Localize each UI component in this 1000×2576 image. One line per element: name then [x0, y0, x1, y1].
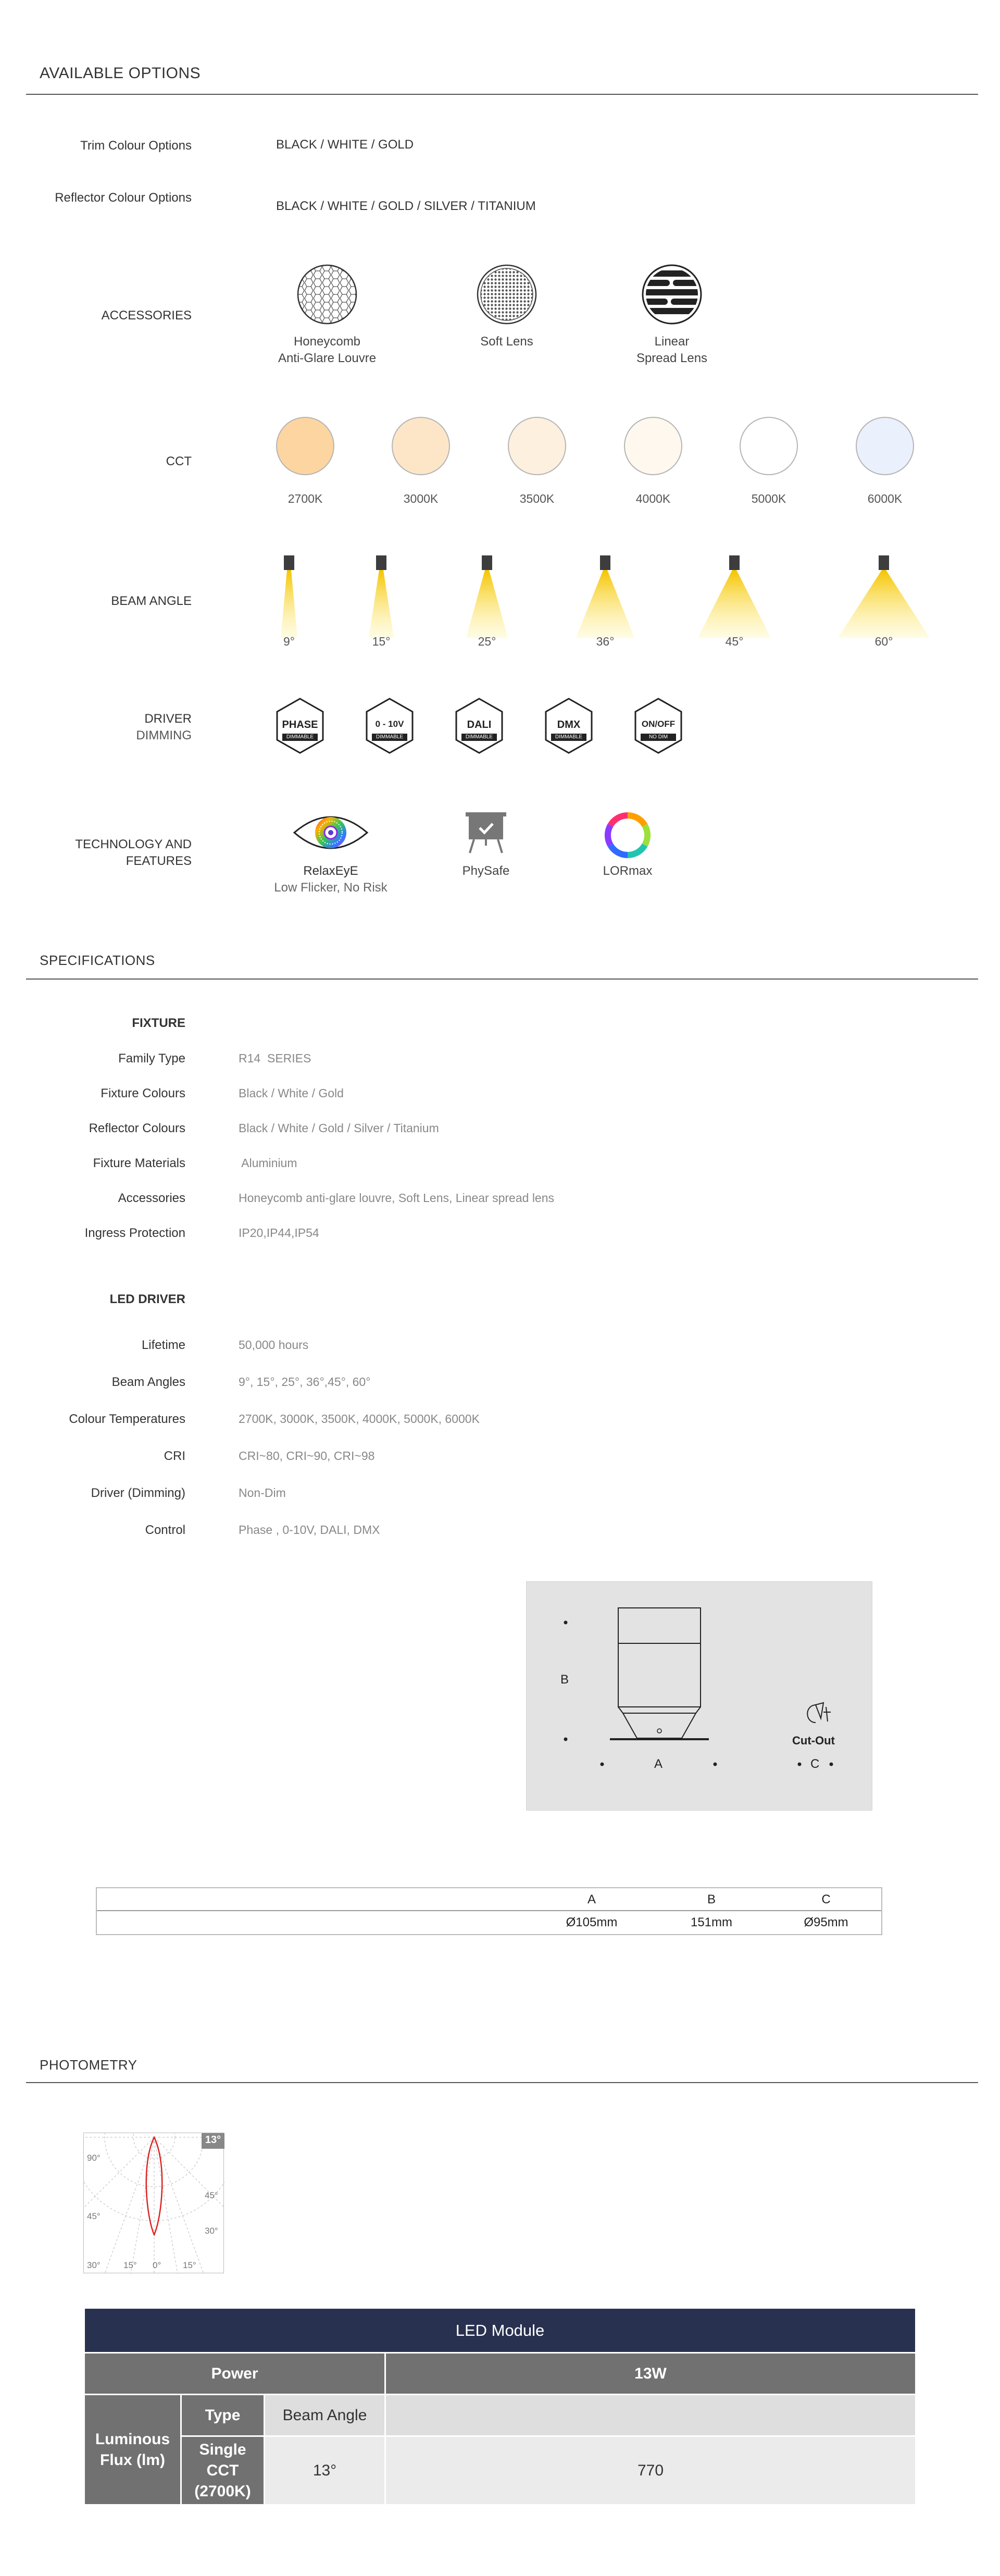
table-cell-b: 151mm — [690, 1915, 733, 1929]
driver-badge-top: DALI — [467, 719, 492, 730]
dimension-label-c: C — [810, 1757, 820, 1771]
physafe-icon — [463, 809, 509, 856]
accessories-label: ACCESSORIES — [101, 308, 192, 323]
on-off-icon — [633, 697, 683, 754]
table-row — [84, 2395, 916, 2436]
driver-badge-bottom: DIMMABLE — [465, 734, 493, 740]
driver-badge-bottom: NO DIM — [648, 734, 668, 740]
linear-spread-lens-icon — [641, 263, 703, 326]
spec-value: Black / White / Gold — [239, 1086, 344, 1100]
dmx-dimming-icon — [544, 697, 594, 754]
spec-key: Fixture Colours — [101, 1086, 185, 1100]
spec-value: Phase , 0-10V, DALI, DMX — [239, 1523, 380, 1537]
beam-angle-label-1: 15° — [372, 635, 391, 648]
driver-badge-top: PHASE — [282, 719, 318, 730]
lormax-icon — [602, 809, 654, 861]
cct-label-0: 2700K — [288, 492, 323, 505]
led-module-table — [83, 2307, 917, 2506]
spec-key: Lifetime — [141, 1338, 185, 1352]
spec-value: CRI~80, CRI~90, CRI~98 — [239, 1449, 375, 1463]
cutout-label: Cut-Out — [792, 1734, 835, 1747]
reflector-colour-label: Reflector Colour Options — [55, 191, 192, 205]
beam-angle-label-0: 9° — [283, 635, 295, 648]
spec-value: 2700K, 3000K, 3500K, 4000K, 5000K, 6000K — [239, 1412, 480, 1426]
flux-value: 770 — [385, 2436, 916, 2505]
beam-angle-label-2: 25° — [478, 635, 496, 648]
polar-badge: 13° — [205, 2134, 221, 2146]
technology-caption-physafe: PhySafe — [462, 864, 510, 878]
spec-key: CRI — [164, 1449, 185, 1463]
cct-label-2: 3500K — [519, 492, 555, 505]
spec-key: Reflector Colours — [89, 1121, 185, 1135]
dimension-diagram — [526, 1581, 872, 1811]
section-divider — [26, 979, 978, 980]
beam-cone-icon — [276, 555, 303, 639]
cct-swatch-1 — [392, 417, 450, 475]
cct-swatch-4 — [740, 417, 798, 475]
luminous-flux-label: Luminous Flux (lm) — [84, 2395, 181, 2505]
spec-key: Driver (Dimming) — [91, 1486, 185, 1500]
polar-angle-label: 30° — [205, 2226, 218, 2236]
driver-badge-bottom: DIMMABLE — [376, 734, 404, 740]
driver-dimming-label: DRIVER DIMMING — [136, 712, 192, 742]
cct-swatch-5 — [856, 417, 914, 475]
accessory-caption-honeycomb: Honeycomb Anti-Glare Louvre — [278, 335, 377, 365]
spec-key: Control — [145, 1523, 185, 1537]
power-label: Power — [84, 2353, 385, 2395]
spec-value: Honeycomb anti-glare louvre, Soft Lens, Linear spread lens — [239, 1191, 555, 1205]
led-module-header: LED Module — [84, 2308, 916, 2353]
beam-angle-value: 13° — [265, 2436, 385, 2505]
dali-dimming-icon — [454, 697, 504, 754]
phase-dimming-icon — [275, 697, 325, 754]
beam-angle-label: BEAM ANGLE — [111, 594, 192, 608]
polar-angle-label: 15° — [183, 2260, 196, 2270]
accessory-caption-soft-lens: Soft Lens — [480, 335, 533, 349]
polar-angle-label: 90° — [87, 2153, 101, 2163]
spec-key: Accessories — [118, 1191, 185, 1205]
polar-angle-label: 45° — [87, 2211, 101, 2221]
beam-cone-icon — [364, 555, 399, 639]
cct-swatch-0 — [276, 417, 334, 475]
spec-key: Beam Angles — [111, 1375, 185, 1389]
spec-value: Non-Dim — [239, 1486, 286, 1500]
polar-candela-diagram — [83, 2133, 224, 2273]
power-value: 13W — [385, 2353, 916, 2395]
beam-angle-label-3: 36° — [596, 635, 615, 648]
accessory-caption-linear-spread: Linear Spread Lens — [636, 335, 708, 365]
0-10v-dimming-icon — [365, 697, 415, 754]
spec-key: Fixture Materials — [93, 1156, 185, 1170]
driver-badge-bottom: DIMMABLE — [555, 734, 583, 740]
table-row — [84, 2436, 916, 2505]
available-options-title: AVAILABLE OPTIONS — [40, 65, 201, 82]
beam-angle-label-5: 60° — [874, 635, 893, 648]
type-value: Single CCT (2700K) — [181, 2436, 265, 2505]
dimension-label-a: A — [654, 1757, 663, 1771]
spec-value: Black / White / Gold / Silver / Titanium — [239, 1121, 439, 1135]
technology-features-label: TECHNOLOGY AND FEATURES — [75, 837, 192, 868]
polar-angle-label: 45° — [205, 2190, 218, 2200]
fixture-heading: FIXTURE — [132, 1016, 185, 1030]
trim-colour-value: BLACK / WHITE / GOLD — [276, 138, 414, 152]
table-row — [97, 1888, 881, 1911]
table-row — [97, 1911, 881, 1934]
cct-label-5: 6000K — [867, 492, 903, 505]
table-row — [84, 2308, 916, 2353]
cct-swatch-3 — [624, 417, 682, 475]
beam-angle-label-4: 45° — [725, 635, 744, 648]
polar-angle-label: 0° — [153, 2260, 161, 2270]
honeycomb-louvre-icon — [296, 263, 358, 326]
table-cell-c: Ø95mm — [804, 1915, 848, 1929]
beam-cone-icon — [461, 555, 513, 639]
type-label: Type — [181, 2395, 265, 2436]
technology-caption-lormax: LORmax — [603, 864, 653, 878]
polar-angle-label: 30° — [87, 2260, 101, 2270]
reflector-colour-value: BLACK / WHITE / GOLD / SILVER / TITANIUM — [276, 199, 536, 213]
driver-badge-top: 0 - 10V — [375, 719, 404, 729]
relaxeye-icon — [292, 807, 370, 859]
table-header-a: A — [587, 1892, 596, 1906]
technology-caption-relaxeye: RelaxEyE Low Flicker, No Risk — [274, 864, 388, 895]
spec-value: 9°, 15°, 25°, 36°,45°, 60° — [239, 1375, 371, 1389]
dimension-table — [96, 1887, 882, 1935]
spec-key: Ingress Protection — [84, 1226, 185, 1240]
spec-value: IP20,IP44,IP54 — [239, 1226, 319, 1240]
driver-badge-bottom: DIMMABLE — [286, 734, 314, 740]
cct-swatch-2 — [508, 417, 566, 475]
beam-cone-icon — [693, 555, 776, 639]
cct-label-3: 4000K — [635, 492, 671, 505]
empty-cell — [385, 2395, 916, 2436]
polar-angle-label: 15° — [123, 2260, 137, 2270]
cct-label-4: 5000K — [751, 492, 786, 505]
table-row — [84, 2353, 916, 2395]
beam-cone-icon — [571, 555, 640, 639]
beam-cone-icon — [833, 555, 935, 639]
section-divider — [26, 2082, 978, 2083]
specifications-title: SPECIFICATIONS — [40, 952, 155, 968]
driver-badge-top: DMX — [557, 719, 581, 730]
driver-badge-top: ON/OFF — [641, 719, 676, 729]
table-header-b: B — [707, 1892, 716, 1906]
spec-value: Aluminium — [239, 1156, 297, 1170]
dimension-label-b: B — [560, 1673, 569, 1687]
spec-key: Colour Temperatures — [69, 1412, 185, 1426]
photometry-title: PHOTOMETRY — [40, 2057, 138, 2073]
led-driver-heading: LED DRIVER — [109, 1292, 185, 1306]
spec-key: Family Type — [118, 1051, 185, 1066]
trim-colour-label: Trim Colour Options — [80, 139, 192, 153]
table-header-c: C — [821, 1892, 831, 1906]
section-divider — [26, 94, 978, 95]
cct-label: CCT — [166, 454, 192, 468]
spec-value: R14 SERIES — [239, 1051, 311, 1065]
table-cell-a: Ø105mm — [566, 1915, 618, 1929]
cct-label-1: 3000K — [403, 492, 439, 505]
soft-lens-icon — [476, 263, 538, 326]
spec-value: 50,000 hours — [239, 1338, 309, 1352]
beam-angle-header: Beam Angle — [265, 2395, 385, 2436]
